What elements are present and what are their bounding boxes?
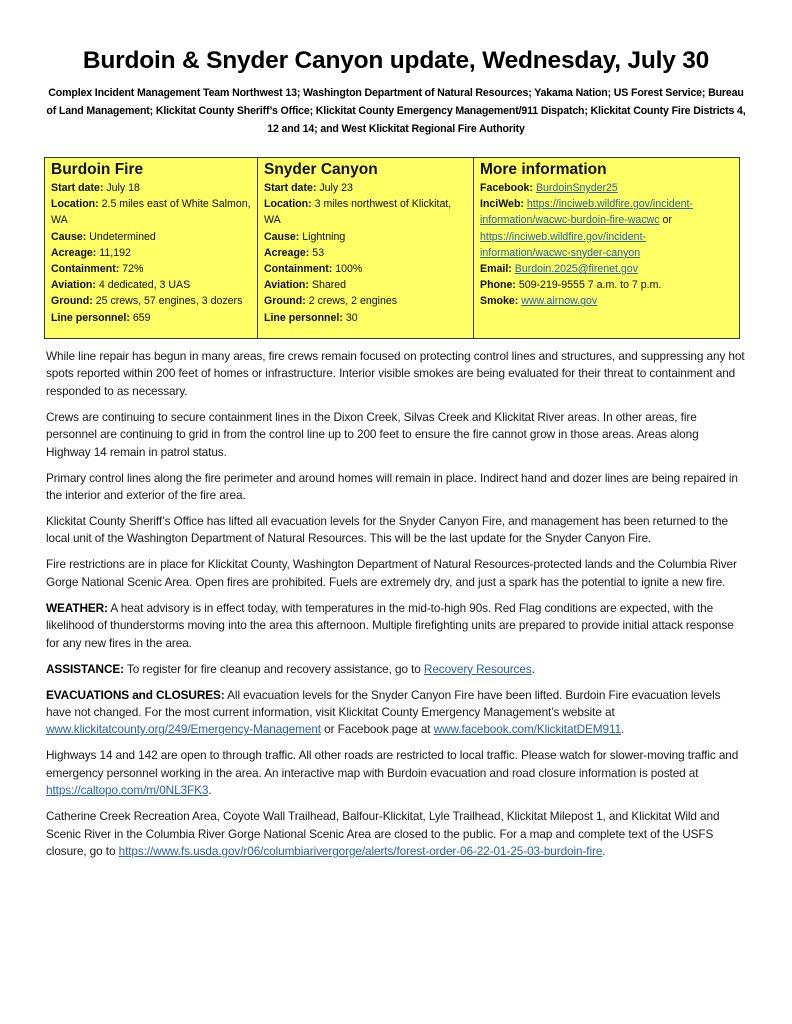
period: . <box>531 661 535 676</box>
email-row <box>480 261 733 277</box>
evacuations-text: All evacuation levels for the Snyder Canyon Fire have been lifted. Burdoin Fire evacuation levels have not changed. For the most current information, visit Klickitat County Emergency Management’s website at <box>46 687 721 720</box>
field-value: 3 miles northwest of Klickitat, WA <box>264 198 452 227</box>
period: . <box>602 844 606 859</box>
field-value: 2 crews, 2 engines <box>308 295 398 308</box>
burdoin-containment <box>51 261 251 277</box>
paragraph-assistance <box>46 661 746 678</box>
burdoin-ground <box>51 293 251 309</box>
snyder-start-date <box>264 180 467 196</box>
inciweb-row <box>480 196 733 261</box>
field-value: 53 <box>312 246 325 259</box>
period: . <box>208 783 212 798</box>
highways-text: Highways 14 and 142 are open to through traffic. All other roads are restricted to local traffic. Please watch for slower-moving traffic and emergency personnel working in the area. An interactive map with Burdoin evacuation and road closure information is posted at <box>46 748 739 780</box>
snyder-location <box>264 196 467 228</box>
agencies-list: Complex Incident Management Team Northwest 13; Washington Department of Natural Resources; Yakama Nation; US Forest Service; Bureau of Land Management; Klickitat County Sheriff’s Office; Klickitat County Emergency Management/911 Dispatch; Klickitat County Fire Districts 4, 12 and 14; and West Klickitat Regional Fire Authority <box>46 87 746 135</box>
document-page <box>46 44 746 859</box>
burdoin-start-date <box>51 180 251 196</box>
snyder-ground <box>264 293 467 309</box>
paragraph-highways <box>46 747 746 799</box>
airnow-link[interactable]: www.airnow.gov <box>521 295 598 308</box>
field-label: Smoke: <box>480 295 519 308</box>
field-label: Cause: <box>264 230 300 243</box>
facebook-row <box>480 180 733 196</box>
field-label: Containment: <box>51 263 120 276</box>
email-link[interactable]: Burdoin.2025@firenet.gov <box>514 263 638 276</box>
field-label: Email: <box>480 263 512 276</box>
field-value: 25 crews, 57 engines, 3 dozers <box>95 295 243 308</box>
field-label: Location: <box>51 198 99 211</box>
inciweb-snyder-link[interactable]: https://inciweb.wildfire.gov/incident-information/wacwc-snyder-canyon <box>480 230 647 259</box>
field-label: Ground: <box>51 295 93 308</box>
burdoin-cause <box>51 229 251 245</box>
field-value: 30 <box>345 311 358 324</box>
burdoin-heading: Burdoin Fire <box>51 161 144 178</box>
snyder-containment <box>264 261 467 277</box>
assistance-label: ASSISTANCE: <box>46 661 124 676</box>
evacuations-label: EVACUATIONS and CLOSURES: <box>46 687 225 702</box>
field-value: Shared <box>311 279 347 292</box>
snyder-heading: Snyder Canyon <box>264 161 378 178</box>
paragraph-closures <box>46 808 746 860</box>
body-text <box>46 348 746 869</box>
burdoin-location <box>51 196 251 228</box>
facebook-link[interactable]: BurdoinSnyder25 <box>535 182 618 194</box>
phone-row <box>480 277 733 293</box>
field-value: Undetermined <box>89 230 156 243</box>
snyder-line-personnel <box>264 310 467 326</box>
field-label: Aviation: <box>264 279 309 292</box>
facebook-dem-link[interactable]: www.facebook.com/KlickitatDEM911 <box>433 722 622 737</box>
phone-value: 509-219-9555 7 a.m. to 7 p.m. <box>518 279 662 292</box>
burdoin-acreage <box>51 245 251 261</box>
usfs-closure-link[interactable]: https://www.fs.usda.gov/r06/columbiarivergorge/alerts/forest-order-06-22-01-25-03-burdoin-fire <box>118 844 603 859</box>
snyder-canyon-column <box>257 158 473 338</box>
period: . <box>621 722 625 737</box>
caltopo-link[interactable]: https://caltopo.com/m/0NL3FK3 <box>46 783 209 798</box>
paragraph-sheriff-update: Klickitat County Sheriff’s Office has lifted all evacuation levels for the Snyder Canyon Fire, and management has been returned to the local unit of the Washington Department of Natural Resources. This will be the last update for the Snyder Canyon Fire. <box>46 514 728 546</box>
klickitat-county-link[interactable]: www.klickitatcounty.org/249/Emergency-Management <box>46 722 321 737</box>
weather-text: A heat advisory is in effect today, with temperatures in the mid-to-high 90s. Red Flag conditions are expected, with the likelihood of thunderstorms moving into the area this afternoon. Multiple firefighting units are prepared to provide initial attack response for any new fires in the area. <box>46 600 734 650</box>
smoke-row <box>480 293 733 309</box>
paragraph-fire-restrictions: Fire restrictions are in place for Klickitat County, Washington Department of Natural Resources-protected lands and the Columbia River Gorge National Scenic Area. Open fires are prohibited. Fuels are extremely dry, and just a spark has the potential to ignite a new fire. <box>46 557 737 589</box>
field-value: 2.5 miles east of White Salmon, WA <box>51 198 251 227</box>
field-label: Start date: <box>51 182 104 194</box>
field-value: July 23 <box>319 182 353 194</box>
field-value: 11,192 <box>99 246 131 259</box>
burdoin-line-personnel <box>51 310 251 326</box>
field-label: Facebook: <box>480 182 533 194</box>
field-label: Aviation: <box>51 279 96 292</box>
evacuations-mid-text: or Facebook page at <box>324 722 431 737</box>
field-value: 4 dedicated, 3 UAS <box>98 279 191 292</box>
paragraph-evacuations <box>46 687 746 739</box>
field-value: 659 <box>132 311 151 324</box>
burdoin-aviation <box>51 277 251 293</box>
field-label: Start date: <box>264 182 317 194</box>
field-label: Cause: <box>51 230 87 243</box>
field-label: Phone: <box>480 279 516 292</box>
field-label: Line personnel: <box>264 311 343 324</box>
field-value: 72% <box>122 263 144 276</box>
field-label: InciWeb: <box>480 198 524 211</box>
more-info-heading: More information <box>480 161 607 178</box>
paragraph-control-lines: Primary control lines along the fire perimeter and around homes will remain in place. Indirect hand and dozer lines are being repaired in the interior and exterior of the fire area. <box>46 470 738 503</box>
paragraph-containment-lines: Crews are continuing to secure containment lines in the Dixon Creek, Silvas Creek and Klickitat River areas. In other areas, fire personnel are continuing to grid in from the control line up to 200 feet to ensure the fire cannot grow in those areas. Areas along Highway 14 remain in patrol status. <box>46 409 699 459</box>
closures-text: Catherine Creek Recreation Area, Coyote Wall Trailhead, Balfour-Klickitat, Lyle Trailhead, Klickitat Milepost 1, and Klickitat Wild and Scenic River in the Columbia River Gorge National Scenic Area are closed to the public. For a map and complete text of the USFS closure, go to <box>46 809 720 859</box>
inciweb-burdoin-link[interactable]: https://inciweb.wildfire.gov/incident-information/wacwc-burdoin-fire-wacwc <box>480 198 693 227</box>
page-title: Burdoin & Snyder Canyon update, Wednesday, July 30 <box>82 47 710 74</box>
weather-label: WEATHER: <box>46 600 108 615</box>
field-label: Containment: <box>264 263 333 276</box>
field-label: Acreage: <box>264 246 310 259</box>
field-value: July 18 <box>106 182 140 194</box>
paragraph-line-repair: While line repair has begun in many areas, fire crews remain focused on protecting control lines and structures, and suppressing any hot spots reported within 200 feet of homes or infrastructure. Interior visible smokes are being evaluated for their threat to containment and responded to as necessary. <box>46 349 745 398</box>
field-value: 100% <box>335 263 363 276</box>
field-label: Ground: <box>264 295 306 308</box>
field-value: Lightning <box>302 230 346 243</box>
snyder-cause <box>264 229 467 245</box>
burdoin-fire-column <box>45 158 257 338</box>
field-label: Location: <box>264 198 312 211</box>
paragraph-weather <box>46 600 746 652</box>
assistance-text: To register for fire cleanup and recovery assistance, go to <box>126 661 421 676</box>
snyder-acreage <box>264 245 467 261</box>
or-text: or <box>662 214 672 227</box>
snyder-aviation <box>264 277 467 293</box>
field-label: Acreage: <box>51 246 97 259</box>
recovery-resources-link[interactable]: Recovery Resources <box>423 661 532 676</box>
info-box <box>44 157 740 339</box>
more-info-column <box>473 158 739 338</box>
field-label: Line personnel: <box>51 311 130 324</box>
